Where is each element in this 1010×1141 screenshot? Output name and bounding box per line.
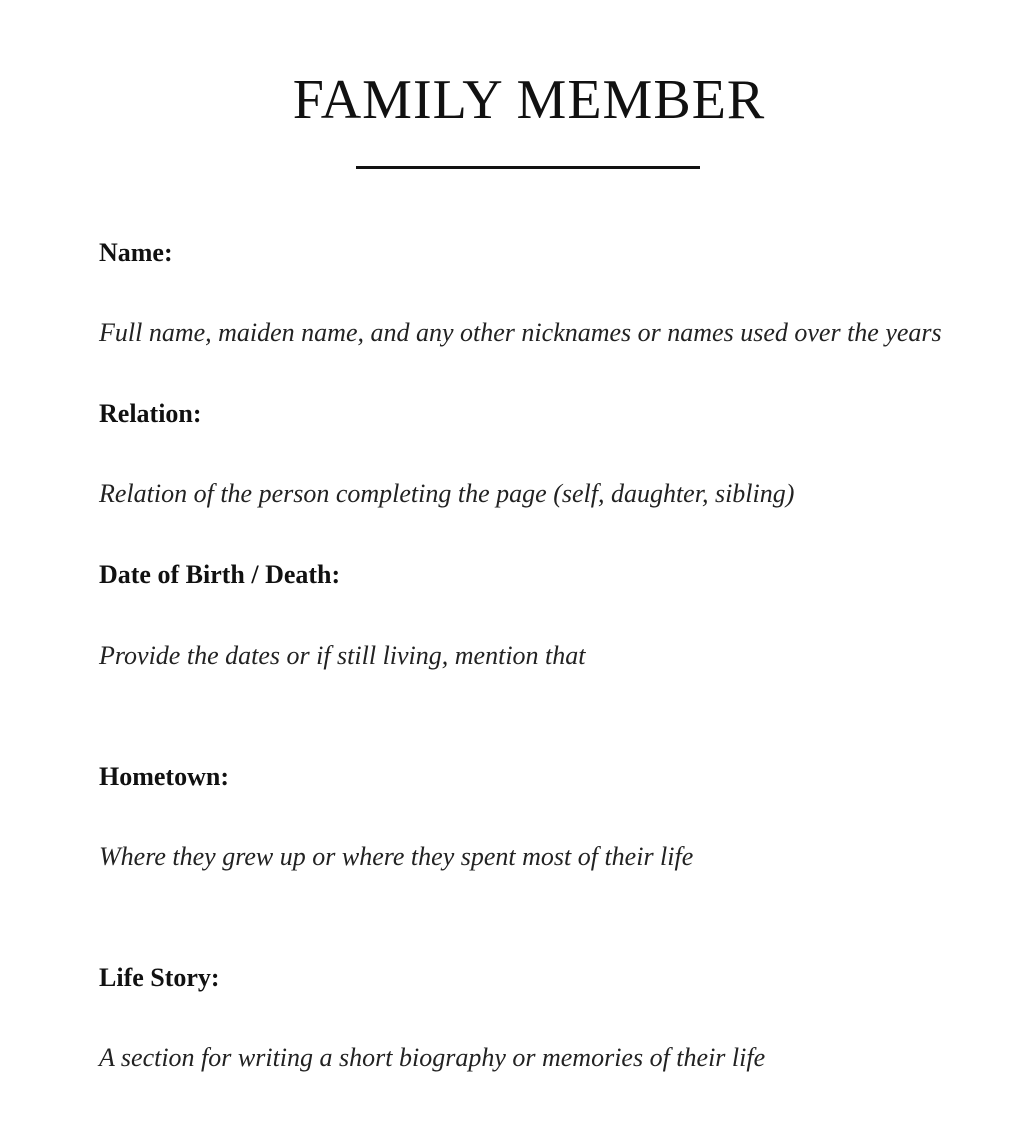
hometown-label: Hometown:	[99, 762, 229, 791]
life-story-hint: A section for writing a short biography or memories of their life	[99, 1043, 766, 1072]
name-hint: Full name, maiden name, and any other nicknames or names used over the years	[99, 318, 942, 347]
name-label: Name:	[99, 238, 173, 267]
dates-hint: Provide the dates or if still living, mention that	[99, 641, 586, 670]
title-divider	[356, 166, 700, 169]
page-title: FAMILY MEMBER	[292, 69, 766, 131]
dates-label: Date of Birth / Death:	[99, 560, 341, 589]
hometown-hint: Where they grew up or where they spent most of their life	[99, 842, 694, 871]
relation-label: Relation:	[99, 399, 202, 428]
life-story-label: Life Story:	[99, 963, 220, 992]
relation-hint: Relation of the person completing the page (self, daughter, sibling)	[99, 479, 795, 508]
